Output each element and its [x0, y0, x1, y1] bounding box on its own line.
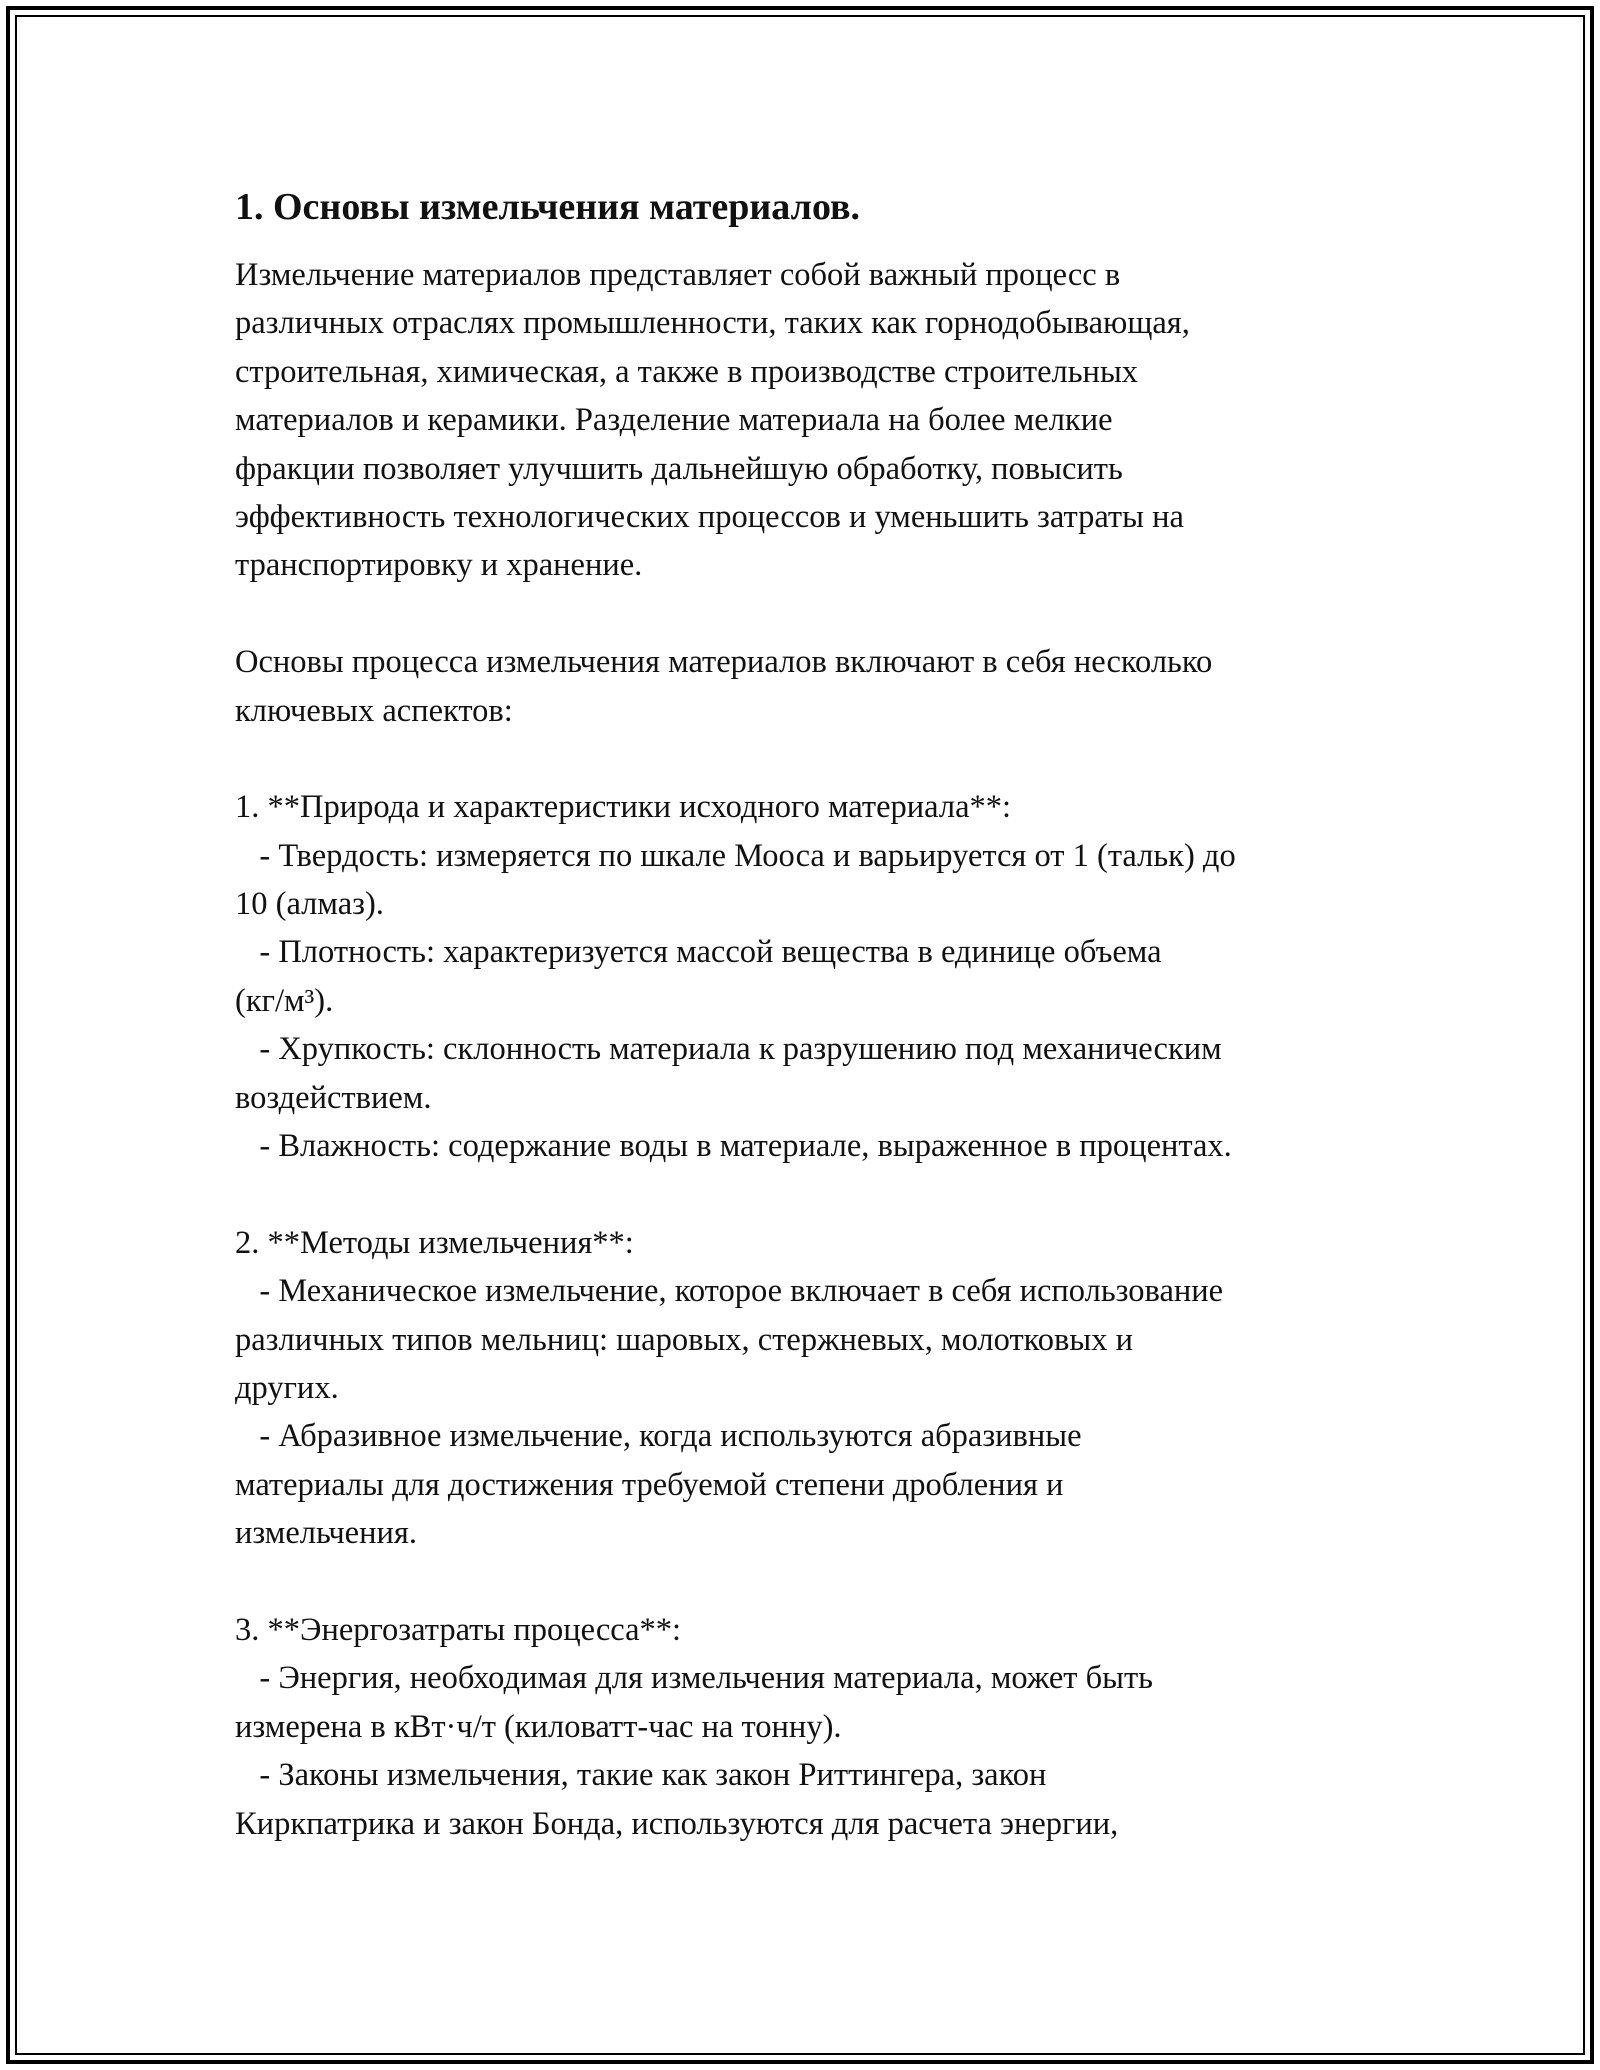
text-line: - Хрупкость: склонность материала к разрушению под механическим — [235, 1031, 1222, 1068]
document-title: 1. Основы измельчения материалов. — [235, 186, 861, 228]
text-line: измельчения. — [235, 1515, 417, 1552]
text-line: различных отраслях промышленности, таких как горнодобывающая, — [235, 305, 1190, 342]
text-line: - Влажность: содержание воды в материале, выраженное в процентах. — [235, 1128, 1232, 1165]
document-body — [235, 183, 1395, 1848]
text-line — [235, 1558, 1395, 1606]
text-line: воздействием. — [235, 1079, 432, 1116]
text-line — [235, 735, 1395, 783]
text-line — [235, 1170, 1395, 1218]
text-line: других. — [235, 1369, 339, 1406]
text-line: транспортировку и хранение. — [235, 547, 643, 584]
text-line: измерена в кВт·ч/т (киловатт-час на тонну). — [235, 1708, 842, 1745]
text-line: различных типов мельниц: шаровых, стержневых, молотковых и — [235, 1321, 1134, 1358]
text-line: - Плотность: характеризуется массой вещества в единице объема — [235, 934, 1162, 971]
text-line: Основы процесса измельчения материалов включают в себя несколько — [235, 644, 1213, 681]
text-line: фракции позволяет улучшить дальнейшую обработку, повысить — [235, 450, 1123, 487]
text-line: 3. **Энергозатраты процесса**: — [235, 1611, 682, 1648]
text-line: Измельчение материалов представляет собой важный процесс в — [235, 257, 1121, 293]
document-text — [235, 251, 1395, 1848]
text-line: Киркпатрика и закон Бонда, используются для расчета энергии, — [235, 1805, 1119, 1842]
text-line: материалов и керамики. Разделение материала на более мелкие — [235, 402, 1113, 439]
text-line: - Энергия, необходимая для измельчения материала, может быть — [235, 1660, 1153, 1697]
text-line: (кг/м³). — [235, 982, 334, 1019]
text-line: - Законы измельчения, такие как закон Риттингера, закон — [235, 1757, 1047, 1794]
text-line: - Абразивное измельчение, когда используются абразивные — [235, 1418, 1082, 1455]
text-line: 10 (алмаз). — [235, 886, 384, 923]
text-line: - Твердость: измеряется по шкале Мооса и варьируется от 1 (тальк) до — [235, 837, 1236, 874]
text-line: - Механическое измельчение, которое включает в себя использование — [235, 1273, 1224, 1310]
text-line: материалы для достижения требуемой степени дробления и — [235, 1466, 1064, 1503]
text-line — [235, 590, 1395, 638]
text-line: ключевых аспектов: — [235, 692, 513, 729]
text-line: 2. **Методы измельчения**: — [235, 1224, 634, 1261]
text-line: эффективность технологических процессов и уменьшить затраты на — [235, 498, 1184, 535]
text-line: строительная, химическая, а также в производстве строительных — [235, 353, 1139, 390]
text-line: 1. **Природа и характеристики исходного материала**: — [235, 789, 1012, 826]
